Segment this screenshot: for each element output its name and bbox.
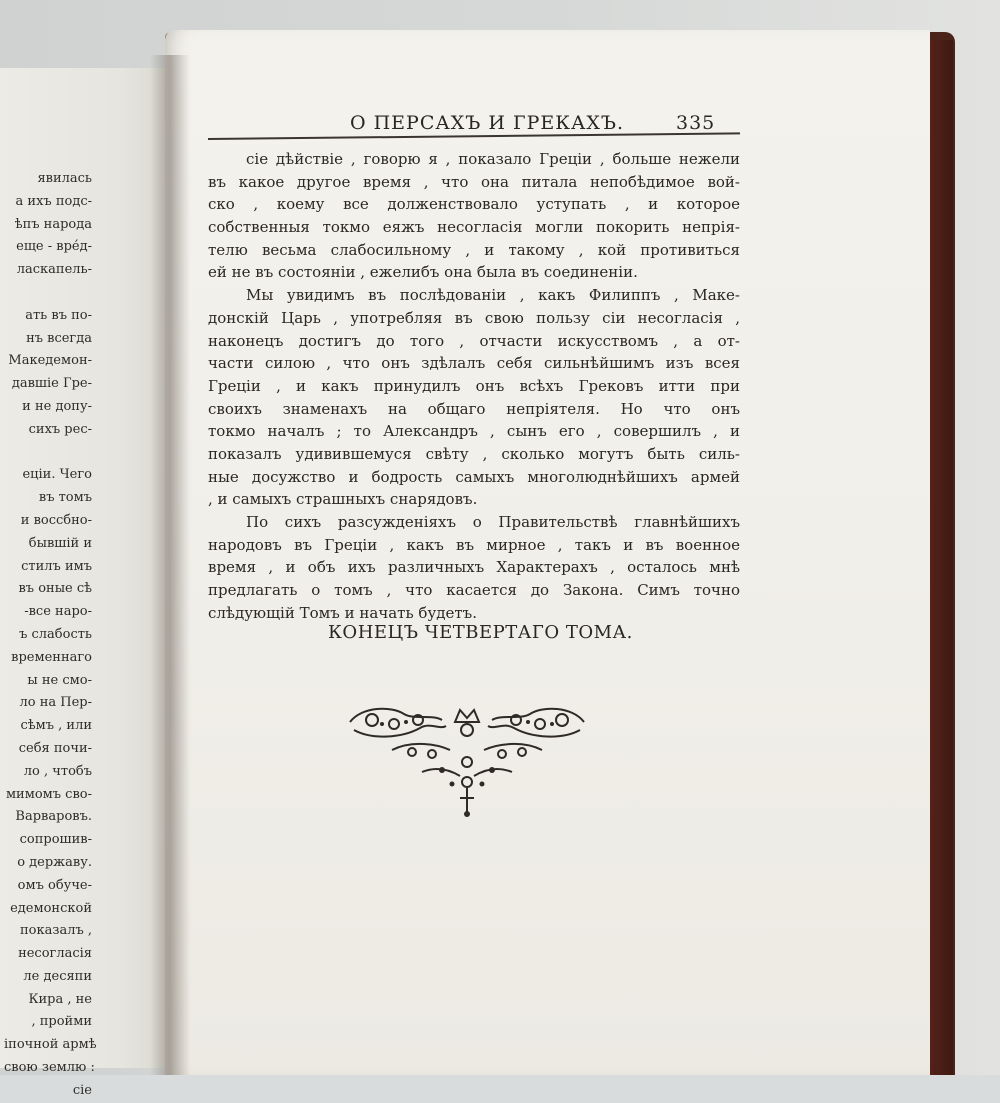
left-text-line: ъ слабость <box>19 626 92 642</box>
paragraph-3 <box>208 511 740 624</box>
left-text-line: о державу. <box>17 854 92 870</box>
left-text-line: показалъ , <box>19 923 92 939</box>
text-line: предлагать о томъ , что касается до Закона. Симъ точно <box>208 581 740 600</box>
text-line: Мы увидимъ въ послѣдованіи , какъ Филиппъ , Маке- <box>246 286 740 305</box>
text-line: , и самыхъ страшныхъ снарядовъ. <box>208 490 478 509</box>
left-text-line: Кира , не <box>28 991 92 1007</box>
text-line: По сихъ разсужденіяхъ о Правительствѣ главнѣйшихъ <box>246 513 740 531</box>
text-line: сіе дѣйствіе , говорю я , показало Греціи , больше нежели <box>246 150 740 168</box>
left-text-line: іпочной армѣ <box>4 1037 97 1053</box>
left-page <box>0 68 172 1098</box>
left-text-line: свою землю : <box>4 1060 95 1076</box>
left-text-line: временнаго <box>11 649 92 665</box>
left-text-line: еціи. Чего <box>22 467 92 483</box>
text-line: въ какое другое время , что она питала непобѣдимое вой- <box>208 172 740 191</box>
text-line: Греціи , и какъ принудилъ онъ всѣхъ Грековъ итти при <box>208 376 740 395</box>
left-text-line: ы не смо- <box>27 672 92 688</box>
text-line: время , и объ ихъ различныхъ Характерахъ , осталось мнѣ <box>208 558 740 577</box>
left-text-line: ать въ по- <box>25 307 92 323</box>
left-page-text <box>4 168 164 1103</box>
left-text-line: ласкапель- <box>16 262 92 278</box>
left-text-line: себя почи- <box>18 740 92 756</box>
left-text-line: сѣмъ , или <box>20 718 92 734</box>
text-line: донскій Царь , употребляя въ свою пользу сіи несогласія , <box>208 308 740 327</box>
left-text-line <box>4 442 164 465</box>
left-text-line: ло , чтобъ <box>23 763 92 779</box>
text-line: ей не въ состояніи , ежелибъ она была въ соединеніи. <box>208 263 638 282</box>
text-line: народовъ въ Греціи , какъ въ мирное , такъ и въ военное <box>208 535 740 554</box>
paragraph-2 <box>208 284 740 511</box>
left-text-line: сихъ рес- <box>28 421 92 437</box>
page-number: 335 <box>676 112 716 134</box>
left-text-line: ле десяпи <box>23 968 92 984</box>
left-text-line: стилъ имъ <box>21 558 92 574</box>
paragraph-1 <box>208 148 740 284</box>
left-text-line: бывшій и <box>28 535 92 551</box>
left-text-line: ло на Пер- <box>19 695 92 711</box>
left-text-line: и воссбно- <box>20 512 92 528</box>
left-text-line <box>4 282 164 305</box>
body-text <box>208 148 740 624</box>
left-text-line: и не допу- <box>22 398 92 414</box>
left-text-line: омъ обуче- <box>17 877 92 893</box>
book-gutter <box>150 55 190 1075</box>
text-line: своихъ знаменахъ на общаго непріятеля. Но что онъ <box>208 399 740 418</box>
end-of-volume-title: КОНЕЦЪ ЧЕТВЕРТАГО ТОМА. <box>328 622 633 643</box>
left-text-line: а ихъ подс- <box>15 193 92 209</box>
text-line: токмо началъ ; то Александръ , сынъ его , совершилъ , и <box>208 422 740 441</box>
left-text-line: ѣпъ народа <box>14 216 92 232</box>
left-text-line: въ томъ <box>38 490 92 506</box>
left-text-line: давшіе Гре- <box>11 376 92 392</box>
text-line: собственныя токмо еяжъ несогласія могли покорить непрія- <box>208 218 740 237</box>
text-line: слѣдующій Томъ и начать будетъ. <box>208 603 477 622</box>
left-text-line: въ оные сѣ <box>18 581 92 597</box>
left-text-line: еще - вре́д- <box>16 239 92 255</box>
text-line: части силою , что онъ здѣлалъ себя сильнѣйшимъ изъ всея <box>208 354 740 373</box>
left-text-line: , пройми <box>31 1014 92 1030</box>
left-text-line: сопрошив- <box>19 832 92 848</box>
left-text-line: несогласія <box>18 946 92 962</box>
left-text-line: едемонской <box>10 900 92 916</box>
left-text-line: Македемон- <box>8 353 92 369</box>
left-text-line: сіе <box>72 1082 92 1098</box>
left-text-line: нъ всегда <box>26 330 92 346</box>
running-title: О ПЕРСАХЪ И ГРЕКАХЪ. <box>350 112 625 134</box>
left-text-line: -все наро- <box>24 604 92 620</box>
printers-ornament <box>342 700 592 820</box>
left-text-line: явилась <box>37 171 92 186</box>
text-line: показалъ удивившемуся свѣту , сколько могутъ быть силь- <box>208 444 740 463</box>
text-line: телю весьма слабосильному , и такому , кой противиться <box>208 240 740 259</box>
text-line: ные досужство и бодрость самыхъ многолюднѣйшихъ армей <box>208 467 740 486</box>
left-text-line: мимомъ сво- <box>5 786 92 802</box>
text-line: наконецъ достигъ до того , отчасти искусствомъ , а от- <box>208 331 740 350</box>
left-text-line: Варваровъ. <box>15 809 92 825</box>
text-line: ско , коему все долженствовало уступать , и которое <box>208 195 740 214</box>
